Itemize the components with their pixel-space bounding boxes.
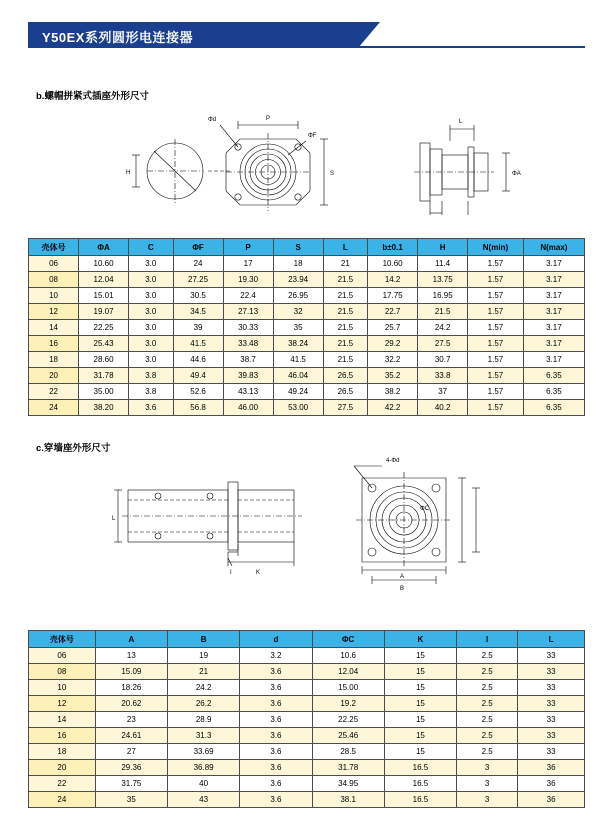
dimension-label-phiC: ΦC (420, 506, 430, 512)
table-row (29, 760, 585, 776)
table-c-cell-6-2: 33.69 (167, 744, 239, 760)
table-b-cell-3-9: 1.57 (468, 304, 524, 320)
table-b-cell-9-9: 1.57 (468, 400, 524, 416)
table-b-cell-8-2: 3.8 (129, 384, 173, 400)
th-b-0: 壳体号 (29, 239, 79, 256)
table-b-cell-7-3: 49.4 (173, 368, 223, 384)
table-b-cell-2-6: 21.5 (323, 288, 367, 304)
th-c-1: A (95, 631, 167, 648)
table-b-cell-0-1: 10.60 (79, 256, 129, 272)
table-b-cell-1-10: 3.17 (523, 272, 584, 288)
table-row (29, 336, 585, 352)
table-b-cell-9-5: 53.00 (273, 400, 323, 416)
table-b-cell-8-8: 37 (418, 384, 468, 400)
table-b-cell-6-8: 30.7 (418, 352, 468, 368)
table-b-cell-9-7: 42.2 (368, 400, 418, 416)
section-b-caption: b.螺帽拼紧式插座外形尺寸 (36, 91, 149, 102)
dimension-label-S: S (330, 171, 335, 177)
table-b-cell-1-6: 21.5 (323, 272, 367, 288)
table-row (29, 696, 585, 712)
table-b-cell-4-3: 39 (173, 320, 223, 336)
table-b-cell-4-10: 3.17 (523, 320, 584, 336)
table-c-cell-0-4: 10.6 (312, 648, 384, 664)
dimension-label-L: L (459, 119, 463, 125)
table-c-cell-2-6: 2.5 (457, 680, 518, 696)
table-b-cell-6-10: 3.17 (523, 352, 584, 368)
table-b-cell-4-8: 24.2 (418, 320, 468, 336)
table-b-cell-8-5: 49.24 (273, 384, 323, 400)
table-c-cell-0-0: 06 (29, 648, 96, 664)
table-b-cell-2-2: 3.0 (129, 288, 173, 304)
table-b-cell-2-3: 30.5 (173, 288, 223, 304)
table-b-cell-9-3: 56.8 (173, 400, 223, 416)
table-c-cell-2-3: 3.6 (240, 680, 312, 696)
table-c-cell-3-0: 12 (29, 696, 96, 712)
table-c-cell-4-7: 33 (518, 712, 585, 728)
table-c-cell-3-5: 15 (384, 696, 456, 712)
table-c-cell-7-6: 3 (457, 760, 518, 776)
table-b-cell-4-9: 1.57 (468, 320, 524, 336)
table-b-cell-8-9: 1.57 (468, 384, 524, 400)
table-b-cell-0-5: 18 (273, 256, 323, 272)
table-b-cell-5-1: 25.43 (79, 336, 129, 352)
page-header (28, 22, 585, 48)
table-b-cell-0-7: 10.60 (368, 256, 418, 272)
table-b-cell-5-5: 38.24 (273, 336, 323, 352)
table-b-cell-8-6: 26.5 (323, 384, 367, 400)
table-b-cell-2-9: 1.57 (468, 288, 524, 304)
table-c-cell-9-0: 24 (29, 792, 96, 808)
table-c (28, 630, 585, 808)
table-c-cell-1-1: 15.09 (95, 664, 167, 680)
table-c-cell-0-6: 2.5 (457, 648, 518, 664)
th-c-7: L (518, 631, 585, 648)
dimension-label-K: K (256, 570, 261, 576)
table-c-cell-2-4: 15.00 (312, 680, 384, 696)
table-b-cell-0-10: 3.17 (523, 256, 584, 272)
th-b-2: C (129, 239, 173, 256)
table-c-cell-8-0: 22 (29, 776, 96, 792)
table-b-cell-0-4: 17 (223, 256, 273, 272)
table-b-cell-3-4: 27.13 (223, 304, 273, 320)
table-c-cell-0-1: 13 (95, 648, 167, 664)
table-c-cell-5-2: 31.3 (167, 728, 239, 744)
table-c-cell-7-1: 29.36 (95, 760, 167, 776)
table-c-cell-2-1: 18.26 (95, 680, 167, 696)
table-c-cell-4-5: 15 (384, 712, 456, 728)
table-b-cell-9-10: 6.35 (523, 400, 584, 416)
dimension-label-L-c: L (112, 516, 116, 522)
table-b-cell-7-7: 35.2 (368, 368, 418, 384)
table-b-cell-6-4: 38.7 (223, 352, 273, 368)
table-c-cell-6-3: 3.6 (240, 744, 312, 760)
table-c-cell-4-4: 22.25 (312, 712, 384, 728)
dimension-label-P: P (266, 116, 271, 122)
table-b-cell-6-2: 3.0 (129, 352, 173, 368)
table-c-cell-7-7: 36 (518, 760, 585, 776)
table-c-cell-4-0: 14 (29, 712, 96, 728)
table-b-cell-8-3: 52.6 (173, 384, 223, 400)
table-row (29, 744, 585, 760)
table-c-cell-7-4: 31.78 (312, 760, 384, 776)
th-b-9: N(min) (468, 239, 524, 256)
table-row (29, 384, 585, 400)
page-title: Y50EX系列圆形电连接器 (42, 30, 193, 45)
dimension-label-H: H (126, 170, 131, 176)
table-b-cell-6-7: 32.2 (368, 352, 418, 368)
table-row (29, 712, 585, 728)
table-b-cell-5-6: 21.5 (323, 336, 367, 352)
table-c-cell-3-3: 3.6 (240, 696, 312, 712)
table-b-cell-8-4: 43.13 (223, 384, 273, 400)
table-c-header-row (29, 631, 585, 648)
table-b-header-row (29, 239, 585, 256)
table-b-cell-6-0: 18 (29, 352, 79, 368)
table-c-cell-9-5: 16.5 (384, 792, 456, 808)
table-b-cell-2-5: 26.95 (273, 288, 323, 304)
table-c-cell-4-6: 2.5 (457, 712, 518, 728)
table-c-cell-8-6: 3 (457, 776, 518, 792)
table-b-cell-5-8: 27.5 (418, 336, 468, 352)
table-b-cell-1-9: 1.57 (468, 272, 524, 288)
table-c-cell-9-6: 3 (457, 792, 518, 808)
table-b-cell-5-10: 3.17 (523, 336, 584, 352)
table-b-cell-9-8: 40.2 (418, 400, 468, 416)
th-b-1: ΦA (79, 239, 129, 256)
table-b-cell-2-8: 16.95 (418, 288, 468, 304)
table-row (29, 680, 585, 696)
table-b-cell-5-9: 1.57 (468, 336, 524, 352)
table-b-cell-8-10: 6.35 (523, 384, 584, 400)
table-c-cell-4-1: 23 (95, 712, 167, 728)
table-b-cell-1-0: 08 (29, 272, 79, 288)
table-c-cell-5-7: 33 (518, 728, 585, 744)
table-c-cell-2-5: 15 (384, 680, 456, 696)
table-b-cell-0-3: 24 (173, 256, 223, 272)
table-b-cell-7-2: 3.8 (129, 368, 173, 384)
header-banner-arrow (358, 22, 380, 48)
dimension-label-phiA: ΦA (512, 171, 521, 177)
table-b-cell-7-10: 6.35 (523, 368, 584, 384)
table-row (29, 728, 585, 744)
th-b-6: L (323, 239, 367, 256)
th-c-2: B (167, 631, 239, 648)
table-c-cell-9-1: 35 (95, 792, 167, 808)
table-b-cell-6-5: 41.5 (273, 352, 323, 368)
table-c-cell-8-3: 3.6 (240, 776, 312, 792)
table-b-cell-9-4: 46.00 (223, 400, 273, 416)
th-c-6: I (457, 631, 518, 648)
table-b-cell-5-2: 3.0 (129, 336, 173, 352)
table-b-cell-1-2: 3.0 (129, 272, 173, 288)
table-c-cell-0-3: 3.2 (240, 648, 312, 664)
table-b-cell-0-2: 3.0 (129, 256, 173, 272)
table-row (29, 304, 585, 320)
table-c-cell-9-7: 36 (518, 792, 585, 808)
table-b-cell-4-2: 3.0 (129, 320, 173, 336)
table-b-cell-2-7: 17.75 (368, 288, 418, 304)
table-b-cell-5-4: 33.48 (223, 336, 273, 352)
table-c-cell-6-7: 33 (518, 744, 585, 760)
table-b-cell-0-9: 1.57 (468, 256, 524, 272)
table-b-cell-0-8: 11.4 (418, 256, 468, 272)
th-c-4: ΦC (312, 631, 384, 648)
table-b-cell-7-5: 46.04 (273, 368, 323, 384)
th-b-5: S (273, 239, 323, 256)
table-b-cell-4-4: 30.33 (223, 320, 273, 336)
table-c-cell-1-7: 33 (518, 664, 585, 680)
table-c-cell-3-1: 20.62 (95, 696, 167, 712)
table-c-cell-2-7: 33 (518, 680, 585, 696)
table-c-cell-7-5: 16.5 (384, 760, 456, 776)
table-c-cell-3-2: 26.2 (167, 696, 239, 712)
table-b-cell-8-7: 38.2 (368, 384, 418, 400)
table-c-cell-6-0: 18 (29, 744, 96, 760)
table-c-cell-0-7: 33 (518, 648, 585, 664)
table-b-cell-3-3: 34.5 (173, 304, 223, 320)
table-b-cell-4-0: 14 (29, 320, 79, 336)
table-c-cell-6-6: 2.5 (457, 744, 518, 760)
table-b-cell-6-1: 28.60 (79, 352, 129, 368)
th-b-10: N(max) (523, 239, 584, 256)
table-b-cell-5-0: 16 (29, 336, 79, 352)
table-c-cell-5-1: 24.61 (95, 728, 167, 744)
table-b-cell-7-9: 1.57 (468, 368, 524, 384)
table-b-cell-0-0: 06 (29, 256, 79, 272)
table-row (29, 272, 585, 288)
table-c-cell-2-2: 24.2 (167, 680, 239, 696)
table-c-cell-5-3: 3.6 (240, 728, 312, 744)
table-b-cell-1-1: 12.04 (79, 272, 129, 288)
table-b-cell-8-0: 22 (29, 384, 79, 400)
table-b-cell-1-8: 13.75 (418, 272, 468, 288)
header-underline (28, 46, 585, 48)
table-b-cell-0-6: 21 (323, 256, 367, 272)
table-c-cell-0-2: 19 (167, 648, 239, 664)
table-b-cell-2-10: 3.17 (523, 288, 584, 304)
table-b-cell-1-3: 27.25 (173, 272, 223, 288)
table-c-cell-8-2: 40 (167, 776, 239, 792)
table-row (29, 648, 585, 664)
table-c-cell-9-4: 38.1 (312, 792, 384, 808)
table-b-cell-1-5: 23.94 (273, 272, 323, 288)
table-c-cell-5-6: 2.5 (457, 728, 518, 744)
table-c-cell-8-1: 31.75 (95, 776, 167, 792)
table-b-cell-3-5: 32 (273, 304, 323, 320)
table-c-cell-1-3: 3.6 (240, 664, 312, 680)
table-row (29, 664, 585, 680)
table-row (29, 288, 585, 304)
th-c-5: K (384, 631, 456, 648)
table-c-cell-5-5: 15 (384, 728, 456, 744)
table-b-cell-6-6: 21.5 (323, 352, 367, 368)
table-c-cell-1-4: 12.04 (312, 664, 384, 680)
th-c-0: 壳体号 (29, 631, 96, 648)
table-row (29, 320, 585, 336)
table-b-cell-5-3: 41.5 (173, 336, 223, 352)
table-c-cell-5-4: 25.46 (312, 728, 384, 744)
dimension-label-phiF: ΦF (308, 133, 317, 139)
table-b-cell-4-6: 21.5 (323, 320, 367, 336)
table-b-cell-4-1: 22.25 (79, 320, 129, 336)
table-c-cell-3-4: 19.2 (312, 696, 384, 712)
table-c-cell-6-1: 27 (95, 744, 167, 760)
table-c-cell-7-0: 20 (29, 760, 96, 776)
table-row (29, 776, 585, 792)
table-c-cell-4-2: 28.9 (167, 712, 239, 728)
table-c-cell-7-3: 3.6 (240, 760, 312, 776)
table-b-cell-7-4: 39.83 (223, 368, 273, 384)
table-c-cell-7-2: 36.89 (167, 760, 239, 776)
section-b-drawing (120, 103, 540, 228)
table-c-cell-5-0: 16 (29, 728, 96, 744)
table-b-cell-6-9: 1.57 (468, 352, 524, 368)
th-b-3: ΦF (173, 239, 223, 256)
section-c-drawing (110, 452, 530, 592)
table-c-cell-8-4: 34.95 (312, 776, 384, 792)
table-b (28, 238, 585, 416)
table-row (29, 368, 585, 384)
dimension-label-4phid: 4-Φd (386, 458, 400, 464)
dimension-label-phid: Φd (208, 117, 217, 123)
table-b-cell-3-0: 12 (29, 304, 79, 320)
table-c-cell-2-0: 10 (29, 680, 96, 696)
table-c-cell-8-7: 36 (518, 776, 585, 792)
section-c-caption: c.穿墙座外形尺寸 (36, 443, 111, 454)
table-b-cell-4-5: 35 (273, 320, 323, 336)
table-c-cell-6-5: 15 (384, 744, 456, 760)
table-b-cell-9-0: 24 (29, 400, 79, 416)
table-b-cell-9-2: 3.6 (129, 400, 173, 416)
table-b-cell-2-0: 10 (29, 288, 79, 304)
th-b-8: H (418, 239, 468, 256)
table-row (29, 352, 585, 368)
table-row (29, 400, 585, 416)
table-c-cell-1-0: 08 (29, 664, 96, 680)
table-b-cell-9-1: 38.20 (79, 400, 129, 416)
table-b-cell-3-6: 21.5 (323, 304, 367, 320)
th-c-3: d (240, 631, 312, 648)
dimension-label-B: B (400, 586, 405, 592)
table-b-cell-4-7: 25.7 (368, 320, 418, 336)
table-b-cell-2-1: 15.01 (79, 288, 129, 304)
table-b-cell-3-10: 3.17 (523, 304, 584, 320)
table-b-cell-2-4: 22.4 (223, 288, 273, 304)
table-c-cell-9-3: 3.6 (240, 792, 312, 808)
table-c-cell-4-3: 3.6 (240, 712, 312, 728)
table-row (29, 792, 585, 808)
table-b-cell-3-2: 3.0 (129, 304, 173, 320)
dimension-label-A: A (400, 574, 405, 580)
table-b-cell-1-4: 19.30 (223, 272, 273, 288)
th-b-7: b±0.1 (368, 239, 418, 256)
table-b-cell-3-1: 19.07 (79, 304, 129, 320)
table-b-cell-5-7: 29.2 (368, 336, 418, 352)
table-c-cell-1-5: 15 (384, 664, 456, 680)
table-c-cell-9-2: 43 (167, 792, 239, 808)
table-b-cell-3-8: 21.5 (418, 304, 468, 320)
th-b-4: P (223, 239, 273, 256)
table-b-cell-7-0: 20 (29, 368, 79, 384)
table-b-cell-7-6: 26.5 (323, 368, 367, 384)
table-row (29, 256, 585, 272)
table-b-cell-9-6: 27.5 (323, 400, 367, 416)
table-c-cell-1-6: 2.5 (457, 664, 518, 680)
table-c-cell-3-6: 2.5 (457, 696, 518, 712)
table-c-cell-8-5: 16.5 (384, 776, 456, 792)
table-b-cell-7-1: 31.78 (79, 368, 129, 384)
dimension-label-I: I (230, 570, 232, 576)
table-c-cell-1-2: 21 (167, 664, 239, 680)
table-c-cell-3-7: 33 (518, 696, 585, 712)
table-b-cell-3-7: 22.7 (368, 304, 418, 320)
table-b-cell-8-1: 35.00 (79, 384, 129, 400)
table-b-cell-1-7: 14.2 (368, 272, 418, 288)
table-c-cell-0-5: 15 (384, 648, 456, 664)
table-c-cell-6-4: 28.5 (312, 744, 384, 760)
table-b-cell-6-3: 44.6 (173, 352, 223, 368)
table-b-cell-7-8: 33.8 (418, 368, 468, 384)
